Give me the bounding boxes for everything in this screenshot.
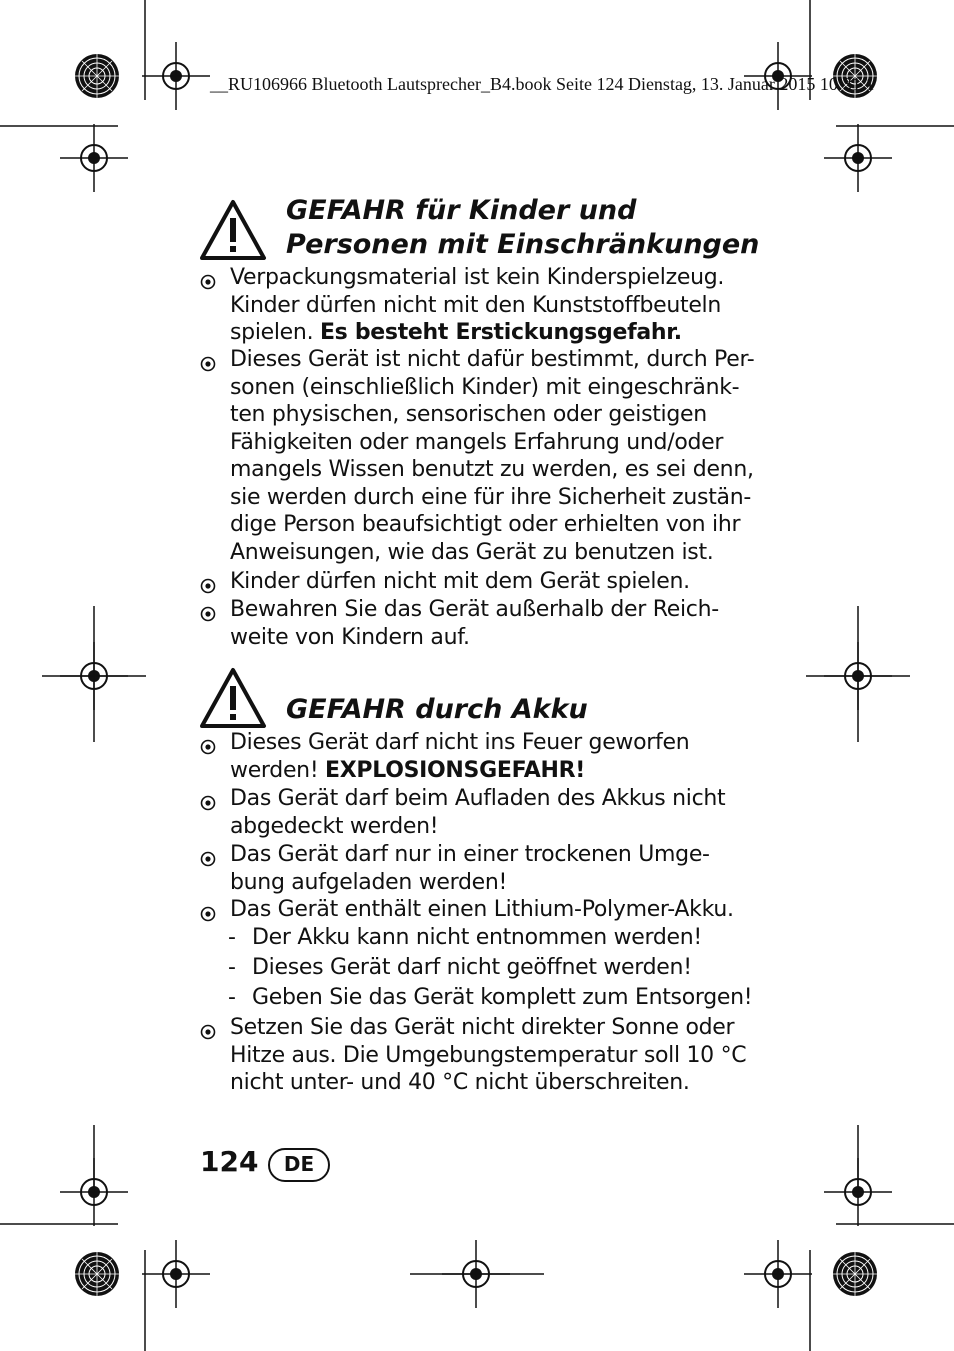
item-text-line: nicht unter- und 40 °C nicht überschreiten. [230,1070,690,1095]
bold-warning: Es besteht Erstickungsgefahr. [319,320,682,345]
item-text-line: Bewahren Sie das Gerät außerhalb der Reich- [230,597,719,622]
bullet-icon [200,352,216,368]
item-text-line: dige Person beaufsichtigt oder erhielten von ihr [230,512,741,537]
list-item [200,596,740,651]
list-item [200,346,755,566]
item-text-line: weite von Kindern auf. [230,624,470,650]
bullet-icon [200,791,216,807]
sub-list-item [228,984,753,1012]
list-item [200,785,740,840]
language-badge: DE [268,1148,330,1182]
item-text-line: Kinder dürfen nicht mit den Kunststoffbeuteln [230,292,722,318]
dash-marker: - [228,985,236,1010]
item-text-line: abgedeckt werden! [230,813,439,839]
item-text-line: Setzen Sie das Gerät nicht direkter Sonne oder [230,1015,735,1040]
bullet-icon [200,1020,216,1036]
bullet-icon [200,602,216,618]
item-text-line: Anweisungen, wie das Gerät zu benutzen ist. [230,539,714,565]
section-title: Personen mit Einschränkungen [286,229,760,260]
dash-marker: - [228,955,236,980]
section-title: GEFAHR durch Akku [286,694,588,725]
item-text-line: werden! EXPLOSIONSGEFAHR! [230,757,585,783]
sub-list-item [228,924,748,952]
bold-warning: EXPLOSIONSGEFAHR! [325,757,585,783]
list-item [200,896,740,924]
item-text-line: sonen (einschließlich Kinder) mit eingeschränk- [230,374,740,400]
list-item [200,264,740,347]
warning-triangle-icon [198,198,268,262]
dash-marker: - [228,925,236,950]
sub-list-item [228,954,748,982]
item-text-line: Dieses Gerät ist nicht dafür bestimmt, durch Per- [230,347,755,372]
item-text-line: mangels Wissen benutzt zu werden, es sei denn, [230,457,754,482]
list-item [200,841,740,896]
bullet-icon [200,574,216,590]
sub-item-text: Dieses Gerät darf nicht geöffnet werden! [252,955,692,980]
bullet-icon [200,902,216,918]
item-text-line: Kinder dürfen nicht mit dem Gerät spielen. [230,569,690,594]
sub-item-text: Der Akku kann nicht entnommen werden! [252,925,702,950]
item-text-line: Dieses Gerät darf nicht ins Feuer geworfen [230,730,690,755]
list-item [200,568,740,596]
item-text-line: Hitze aus. Die Umgebungstemperatur soll 10 °C [230,1042,747,1068]
bullet-icon [200,270,216,286]
item-text-line: Das Gerät darf nur in einer trockenen Umge- [230,842,710,867]
bullet-icon [200,847,216,863]
item-text-line: spielen. Es besteht Erstickungsgefahr. [230,320,682,345]
item-text-line: bung aufgeladen werden! [230,869,508,895]
bullet-icon [200,735,216,751]
list-item [200,729,740,784]
warning-triangle-icon [198,666,268,730]
item-text-line: Fähigkeiten oder mangels Erfahrung und/oder [230,429,724,455]
item-text-line: Das Gerät darf beim Aufladen des Akkus nicht [230,786,726,811]
print-header: __RU106966 Bluetooth Lautsprecher_B4.book Seite 124 Dienstag, 13. Januar 2015 10:31 1 [210,74,875,94]
page-number: 124 [200,1145,259,1178]
section-title: GEFAHR für Kinder und [286,195,637,226]
item-text-line: Das Gerät enthält einen Lithium-Polymer-Akku. [230,897,734,922]
item-text-line: ten physischen, sensorischen oder geistigen [230,402,707,427]
item-text-line: Verpackungsmaterial ist kein Kinderspielzeug. [230,265,725,290]
sub-item-text: Geben Sie das Gerät komplett zum Entsorgen! [252,985,753,1010]
item-text-line: sie werden durch eine für ihre Sicherheit zustän- [230,484,751,510]
list-item [200,1014,747,1097]
